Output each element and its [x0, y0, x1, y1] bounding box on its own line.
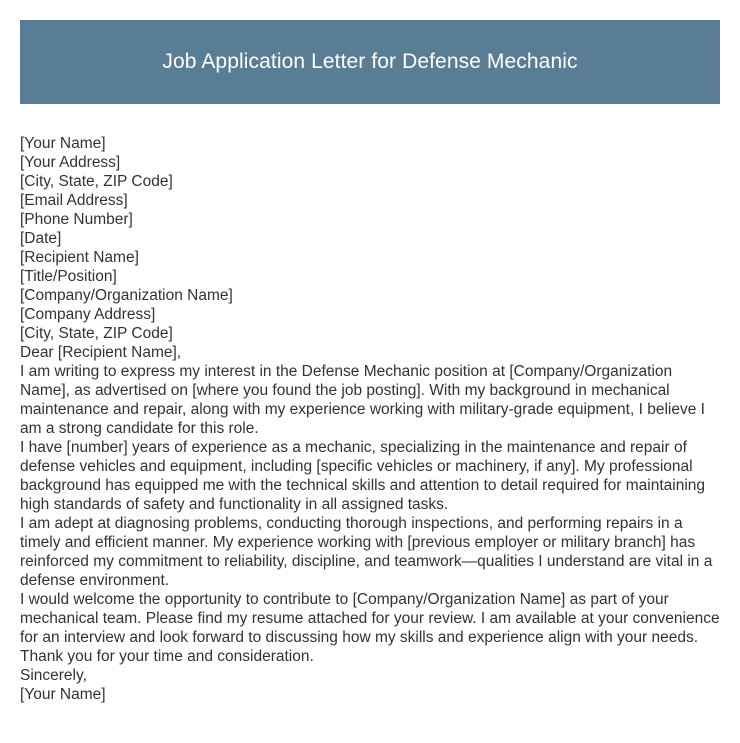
recipient-address: [Company Address] — [20, 306, 156, 323]
paragraph-thanks: Thank you for your time and consideration. — [20, 648, 314, 665]
sender-city-state-zip: [City, State, ZIP Code] — [20, 173, 173, 190]
sender-address: [Your Address] — [20, 154, 121, 171]
sender-email: [Email Address] — [20, 192, 128, 209]
recipient-city-state-zip: [City, State, ZIP Code] — [20, 325, 173, 342]
recipient-title: [Title/Position] — [20, 268, 117, 285]
page-header — [20, 20, 720, 104]
paragraph-intro: I am writing to express my interest in the Defense Mechanic position at [Company/Organization Name], as advertised on [where you found the job posting]. With my background in mechanical maintenance and repair, along with my experience working with military-grade equipment, I believe I am a strong candidate for this role. — [20, 363, 705, 437]
paragraph-request: I would welcome the opportunity to contribute to [Company/Organization Name] as part of your mechanical team. Please find my resume attached for your review. I am available at your convenience for an interview and look forward to discussing how my skills and experience align with your needs. — [20, 591, 720, 646]
closing: Sincerely, — [20, 667, 87, 684]
recipient-company: [Company/Organization Name] — [20, 287, 233, 304]
letter-body — [20, 134, 722, 704]
sender-name: [Your Name] — [20, 135, 106, 152]
paragraph-skills: I am adept at diagnosing problems, conducting thorough inspections, and performing repairs in a timely and efficient manner. My experience working with [previous employer or military branch] has reinforced my commitment to reliability, discipline, and teamwork—qualities I understand are vital in a defense environment. — [20, 515, 713, 589]
recipient-name: [Recipient Name] — [20, 249, 139, 266]
letter-date: [Date] — [20, 230, 62, 247]
paragraph-experience: I have [number] years of experience as a mechanic, specializing in the maintenance and repair of defense vehicles and equipment, including [specific vehicles or machinery, if any]. My professional background has equipped me with the technical skills and attention to detail required for maintaining high standards of safety and functionality in all assigned tasks. — [20, 439, 706, 513]
signature: [Your Name] — [20, 686, 106, 703]
page-title: Job Application Letter for Defense Mechanic — [162, 50, 578, 73]
salutation: Dear [Recipient Name], — [20, 344, 182, 361]
sender-phone: [Phone Number] — [20, 211, 133, 228]
